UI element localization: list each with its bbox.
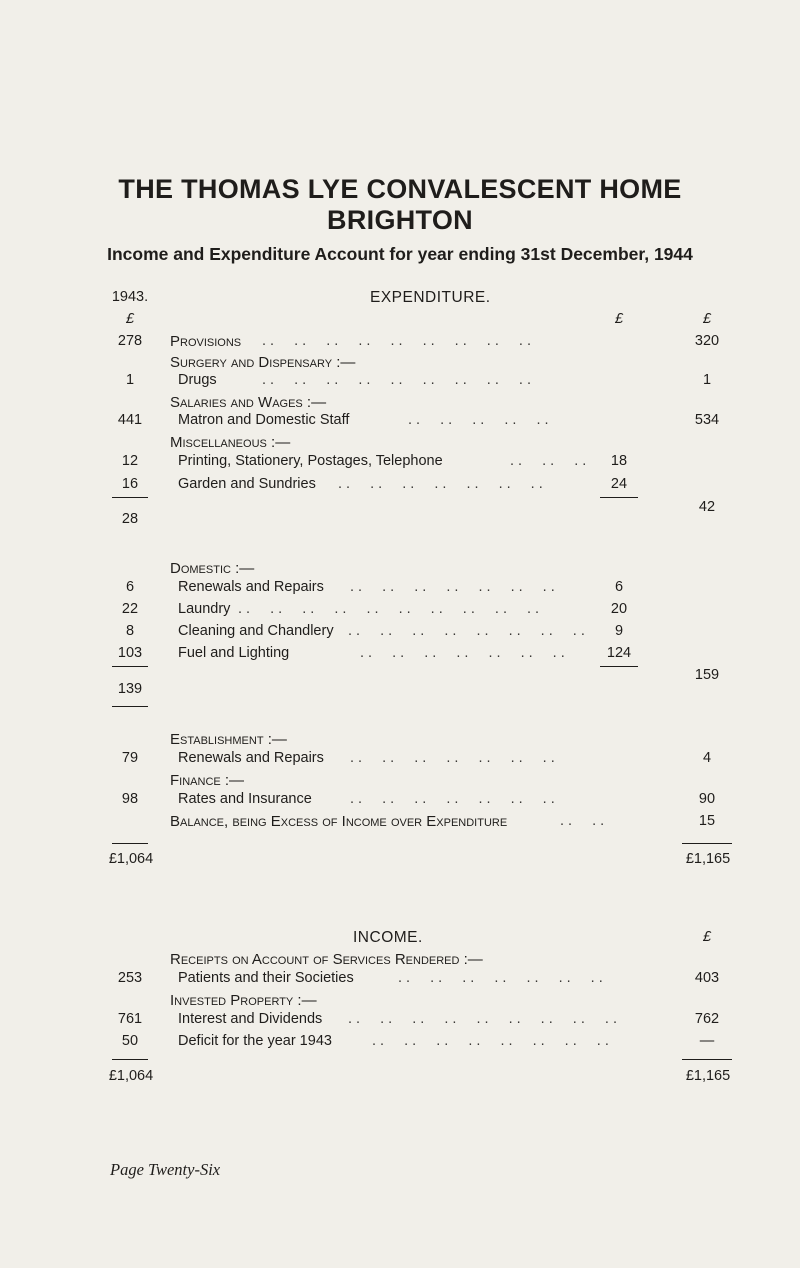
printing-prev: 12 [121, 453, 139, 469]
expenditure-prev-total: £1,064 [108, 851, 154, 867]
provisions-prev: 278 [117, 333, 143, 349]
laundry-label: Laundry [178, 601, 231, 617]
est-renewals-total: 4 [702, 750, 712, 766]
deficit-prev: 50 [121, 1033, 139, 1049]
establishment-label: Establishment :— [170, 731, 287, 748]
interest-total: 762 [694, 1011, 720, 1027]
rates-row [0, 791, 800, 813]
rule [682, 843, 732, 844]
matron-row [0, 412, 800, 434]
drugs-label: Drugs [178, 372, 217, 388]
total-currency: £ [702, 311, 712, 327]
printing-sub: 18 [610, 453, 628, 469]
income-prev-total: £1,064 [108, 1068, 154, 1084]
fuel-prev: 103 [117, 645, 143, 661]
dot-leader: .. .. .. [510, 453, 591, 469]
garden-prev: 16 [121, 476, 139, 492]
dot-leader: .. .. .. .. .. .. .. .. .. [262, 333, 535, 349]
fuel-label: Fuel and Lighting [178, 645, 290, 661]
patients-row [0, 970, 800, 992]
est-renewals-label: Renewals and Repairs [178, 750, 324, 766]
provisions-label: Provisions [170, 333, 242, 350]
patients-prev: 253 [117, 970, 143, 986]
income-title: INCOME. [353, 929, 423, 946]
balance-label: Balance, being Excess of Income over Expenditure [170, 813, 508, 830]
dot-leader: .. .. .. .. .. .. .. [350, 750, 559, 766]
dot-leader: .. .. .. .. .. .. .. .. .. .. [238, 601, 544, 617]
dot-leader: .. .. .. .. .. .. .. [360, 645, 569, 661]
dot-leader: .. .. .. .. .. [408, 412, 553, 428]
interest-label: Interest and Dividends [178, 1011, 323, 1027]
income-total-row [0, 1068, 800, 1090]
dot-leader: .. .. .. .. .. .. .. [398, 970, 607, 986]
dot-leader: .. .. .. .. .. .. .. .. [372, 1033, 613, 1049]
dot-leader: .. .. .. .. .. .. .. .. .. [348, 1011, 621, 1027]
rule [600, 497, 638, 498]
cleaning-sub: 9 [614, 623, 624, 639]
domestic-prev: 139 [117, 681, 143, 697]
interest-row [0, 1011, 800, 1033]
garden-row [0, 476, 800, 498]
est-renewals-row [0, 750, 800, 772]
deficit-total: — [699, 1033, 715, 1049]
rule [112, 497, 148, 498]
dot-leader: .. .. .. .. .. .. .. [338, 476, 547, 492]
finance-label: Finance :— [170, 772, 245, 789]
rates-total: 90 [698, 791, 716, 807]
balance-total: 15 [698, 813, 716, 829]
cleaning-row [0, 623, 800, 645]
home-location: BRIGHTON [327, 205, 473, 235]
drugs-row [0, 372, 800, 394]
rates-label: Rates and Insurance [178, 791, 312, 807]
cleaning-prev: 8 [125, 623, 135, 639]
currency-row [0, 311, 800, 333]
matron-label: Matron and Domestic Staff [178, 412, 350, 428]
interest-prev: 761 [117, 1011, 143, 1027]
surgery-label: Surgery and Dispensary :— [170, 354, 356, 371]
matron-prev: 441 [117, 412, 143, 428]
rule [112, 706, 148, 707]
domestic-prev-subtotal-row [0, 681, 800, 703]
renewals-row [0, 579, 800, 601]
garden-label: Garden and Sundries [178, 476, 316, 492]
income-grand-total: £1,165 [685, 1068, 731, 1084]
expenditure-header [0, 289, 800, 311]
patients-total: 403 [694, 970, 720, 986]
dot-leader: .. .. .. .. .. .. .. .. [348, 623, 589, 639]
dot-leader: .. .. .. .. .. .. .. [350, 791, 559, 807]
expenditure-title: EXPENDITURE. [370, 289, 491, 306]
renewals-label: Renewals and Repairs [178, 579, 324, 595]
prev-currency: £ [125, 311, 135, 327]
income-currency: £ [702, 929, 712, 945]
misc-total: 42 [698, 499, 716, 515]
domestic-total: 159 [694, 667, 720, 683]
est-renewals-prev: 79 [121, 750, 139, 766]
drugs-prev: 1 [125, 372, 135, 388]
page-number: Page Twenty-Six [110, 1160, 221, 1179]
invested-label: Invested Property :— [170, 992, 317, 1009]
renewals-prev: 6 [125, 579, 135, 595]
laundry-sub: 20 [610, 601, 628, 617]
laundry-row [0, 601, 800, 623]
printing-row [0, 453, 800, 475]
misc-label: Miscellaneous :— [170, 434, 291, 451]
sub-currency: £ [614, 311, 624, 327]
misc-prev-subtotal-row [0, 511, 800, 533]
income-header [0, 929, 800, 951]
balance-row [0, 813, 800, 835]
misc-prev: 28 [121, 511, 139, 527]
garden-sub: 24 [610, 476, 628, 492]
rates-prev: 98 [121, 791, 139, 807]
deficit-row [0, 1033, 800, 1055]
renewals-sub: 6 [614, 579, 624, 595]
printing-label: Printing, Stationery, Postages, Telephone [178, 453, 443, 469]
drugs-total: 1 [702, 372, 712, 388]
dot-leader: .. .. .. .. .. .. .. .. .. [262, 372, 535, 388]
provisions-row [0, 333, 800, 355]
deficit-label: Deficit for the year 1943 [178, 1033, 332, 1049]
rule [112, 1059, 148, 1060]
account-subtitle: Income and Expenditure Account for year ending 31st December, 1944 [107, 244, 693, 264]
expenditure-grand-total: £1,165 [685, 851, 731, 867]
domestic-label: Domestic :— [170, 560, 255, 577]
receipts-label: Receipts on Account of Services Rendered :— [170, 951, 483, 968]
prior-year-label: 1943. [111, 289, 149, 305]
rule [112, 843, 148, 844]
rule [682, 1059, 732, 1060]
matron-total: 534 [694, 412, 720, 428]
fuel-sub: 124 [606, 645, 632, 661]
dot-leader: .. .. .. .. .. .. .. [350, 579, 559, 595]
salaries-label: Salaries and Wages :— [170, 394, 327, 411]
expenditure-total-row [0, 851, 800, 873]
cleaning-label: Cleaning and Chandlery [178, 623, 334, 639]
fuel-row [0, 645, 800, 667]
home-title: THE THOMAS LYE CONVALESCENT HOME [118, 174, 682, 204]
patients-label: Patients and their Societies [178, 970, 354, 986]
dot-leader: .. .. [560, 813, 609, 829]
laundry-prev: 22 [121, 601, 139, 617]
provisions-total: 320 [694, 333, 720, 349]
